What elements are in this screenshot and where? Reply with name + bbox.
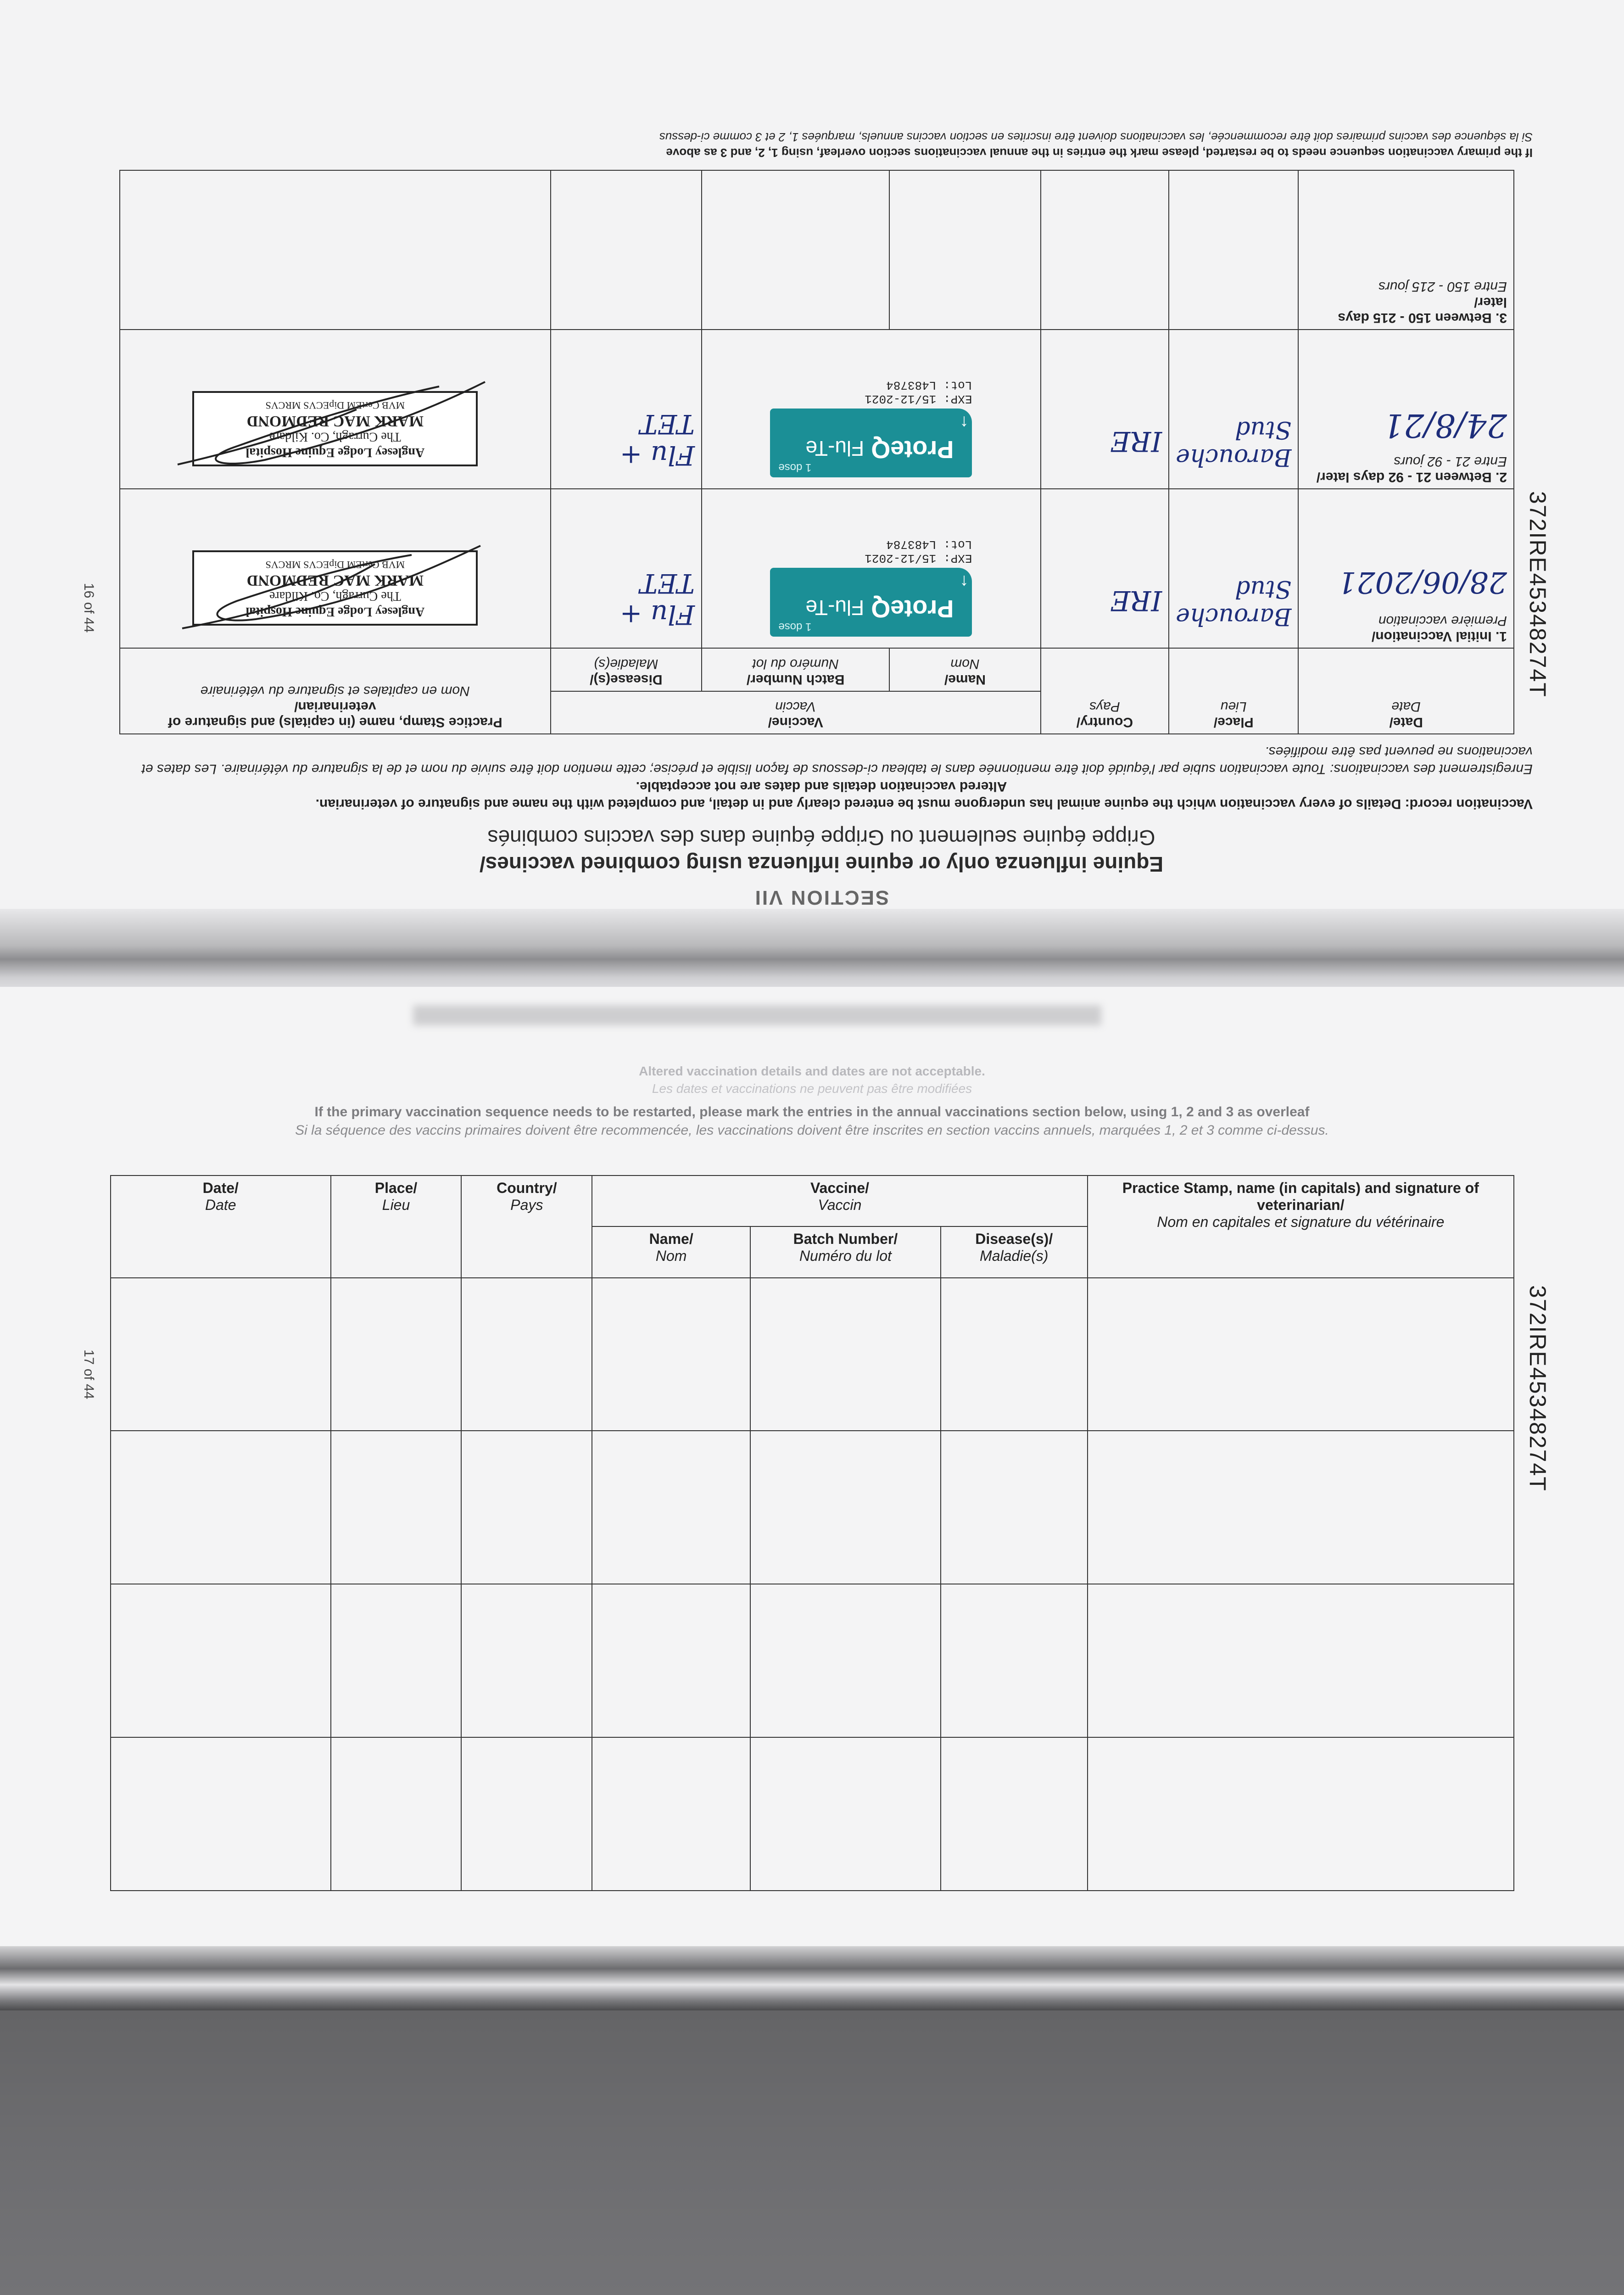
row-practice-cell <box>120 330 551 489</box>
row-batch-cell <box>702 170 889 330</box>
header-place: Place/ Lieu <box>331 1175 462 1278</box>
restart-note-upper: If the primary vaccination sequence needs to be restarted, please mark the entries in the annual vaccinations section overleaf, using 1, 2, and 3 as above Si la séquence des vaccins primaires doit être recommencée, les vaccinations doivent être inscrites en section vaccins annuels, marquées 1, 2 et 3 comme ci-dessus <box>659 130 1533 160</box>
proteq-label: 1 dose ProteQ Flu-Te ↑ <box>770 409 972 477</box>
header-batch-number: Batch Number/ Numéro du lot <box>702 648 889 691</box>
row-date-cell: 1. Initial Vaccination/ Première vaccination 28/06/2021 <box>1298 489 1514 648</box>
lower-page-background <box>0 987 1624 1974</box>
header-vaccine-name: Name/ Nom <box>592 1226 750 1277</box>
row-disease-cell: Flu + TET <box>551 489 702 648</box>
handwritten-date: 28/06/2021 <box>1338 565 1507 599</box>
row-disease-cell <box>551 170 702 330</box>
row-country-cell <box>1041 170 1169 330</box>
vaccine-label-sticker <box>702 330 1041 489</box>
header-practice: Practice Stamp, name (in capitals) and signature of veterinarian/ Nom en capitales et signature du vétérinaire <box>1088 1175 1514 1278</box>
row-place-cell: Barouche Stud <box>1169 330 1298 489</box>
header-practice: Practice Stamp, name (in capitals) and signature of veterinarian/ Nom en capitales et signature du vétérinaire <box>120 648 551 734</box>
row-place-cell: Barouche Stud <box>1169 489 1298 648</box>
primary-vaccination-table <box>119 170 1514 734</box>
scanner-bed <box>0 2010 1624 2295</box>
section-title: SECTION VII <box>753 886 889 909</box>
vaccine-label-sticker <box>702 489 1041 648</box>
table-row <box>120 170 1514 330</box>
record-instructions <box>110 743 1533 812</box>
header-vaccine-name: Name/ Nom <box>889 648 1040 691</box>
header-vaccine: Vaccine/ Vaccin <box>551 691 1041 734</box>
handwritten-date: 24/8/21 <box>1383 407 1507 445</box>
record-intro: Vaccination record: Details of every vaccination which the equine animal has undergone must be entered clearly and in detail, and completed with the name and signature of veterinarian. <box>315 796 1533 812</box>
altered-note-lower: Altered vaccination details and dates are not acceptable. <box>639 1064 985 1078</box>
header-date: Date/ Date <box>111 1175 331 1278</box>
row-vaccine-name-cell <box>889 170 1040 330</box>
section-heading-fr: Grippe équine seulement ou Grippe équine dans des vaccins combinés <box>487 826 1155 850</box>
header-place: Place/ Lieu <box>1169 648 1298 734</box>
row-practice-cell <box>120 170 551 330</box>
row-place-cell <box>1169 170 1298 330</box>
row-date-cell: 3. Between 150 - 215 days later/ Entre 150 - 215 jours <box>1298 170 1514 330</box>
arrow-up-icon: ↑ <box>960 413 969 432</box>
record-intro-fr: Enregistrement des vaccinations: Toute vaccination subie par l'équidé doit être mentionnée dans le tableau ci-dessous de façon lisible et précise; cette mention doit être suivie du nom et de la signature du vétérinaire. Les dates et vaccinations ne peuvent pas être modifiées. <box>141 744 1533 777</box>
document-id-upper: 372IRE45348274T <box>1525 491 1551 698</box>
altered-note: Altered vaccination details and dates are not acceptable. <box>636 779 1007 794</box>
arrow-up-icon: ↑ <box>960 572 969 592</box>
batch-info: EXP: 15/12-2021 Lot: L483784 <box>865 537 972 565</box>
upper-page <box>92 83 1551 927</box>
proteq-label: 1 dose ProteQ Flu-Te ↑ <box>770 568 972 637</box>
header-vaccine: Vaccine/ Vaccin <box>592 1175 1087 1226</box>
vet-stamp: Anglesey Lodge Equine Hospital The Curragh, Co. Kildare MARK MAC REDMOND MVB CertEM DipECVS MRCVS <box>192 550 478 626</box>
table-row <box>120 489 1514 648</box>
header-country: Country/ Pays <box>1041 648 1169 734</box>
batch-info: EXP: 15/12-2021 Lot: L483784 <box>865 378 972 406</box>
header-batch-number: Batch Number/ Numéro du lot <box>750 1226 941 1277</box>
header-date: Date/ Date <box>1298 648 1514 734</box>
page-number-upper: 16 of 44 <box>81 583 96 633</box>
row-date-cell: 2. Between 21 - 92 days later/ Entre 21 - 92 jours 24/8/21 <box>1298 330 1514 489</box>
row-disease-cell: Flu + TET <box>551 330 702 489</box>
document-id-lower: 372IRE45348274T <box>1525 1285 1551 1492</box>
page-number-lower: 17 of 44 <box>81 1349 96 1399</box>
section-heading: Equine influenza only or equine influenza using combined vaccines/ <box>479 852 1164 876</box>
restart-note-lower-fr: Si la séquence des vaccins primaires doivent être recommencée, les vaccinations doivent être inscrites en section vaccins annuels, marquées 1, 2 et 3 comme ci-dessus. <box>295 1123 1329 1138</box>
page-edge-shadow <box>0 1946 1624 2010</box>
restart-note-lower: If the primary vaccination sequence needs to be restarted, please mark the entries in the annual vaccinations section below, using 1, 2 and 3 as overleaf <box>314 1104 1310 1120</box>
header-country: Country/ Pays <box>461 1175 592 1278</box>
row-practice-cell <box>120 489 551 648</box>
vet-stamp: Anglesey Lodge Equine Hospital The Curragh, Co. Kildare MARK MAC REDMOND MVB CertEM DipECVS MRCVS <box>192 391 478 466</box>
row-country-cell: IRE <box>1041 330 1169 489</box>
header-diseases: Disease(s)/ Maladie(s) <box>941 1226 1088 1277</box>
altered-note-lower-fr: Les dates et vaccinations ne peuvent pas être modifiées <box>652 1081 972 1096</box>
header-diseases: Disease(s)/ Maladie(s) <box>551 648 702 691</box>
table-row <box>120 330 1514 489</box>
row-country-cell: IRE <box>1041 489 1169 648</box>
